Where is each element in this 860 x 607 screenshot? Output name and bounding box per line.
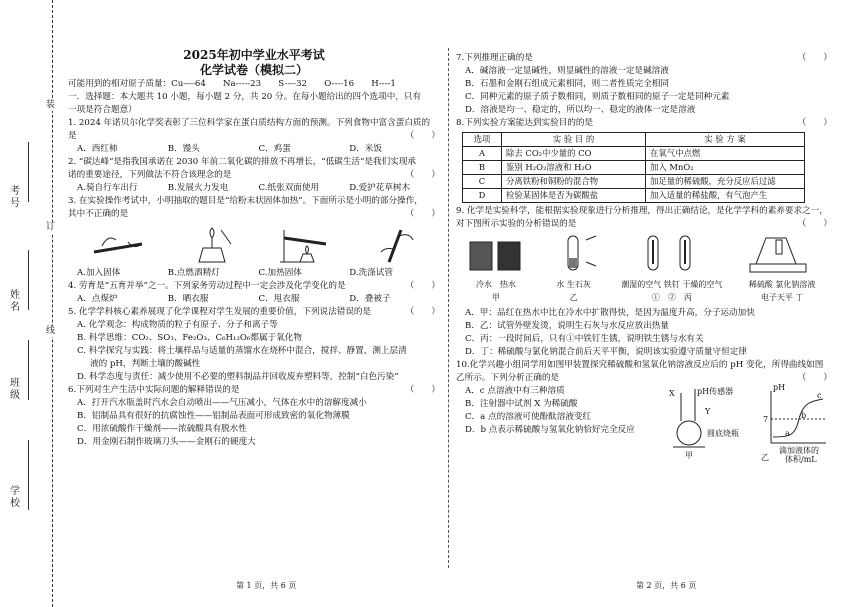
q8-table-header (463, 133, 805, 147)
label-moist-air: 潮湿的空气 (621, 280, 662, 289)
school-blank[interactable] (28, 440, 29, 510)
page-number-left: 第 1 页，共 6 页 (236, 581, 297, 590)
q5-option-c-cont: 液的 pH，判断土壤的酸碱性 (90, 359, 201, 369)
label-flask: 圆底烧瓶 (707, 429, 739, 438)
q8-answer-paren[interactable]: （ ） (797, 118, 832, 128)
label-nail: 铁钉 (663, 280, 680, 289)
q8-cell: 加入 MnO₂ (646, 161, 805, 175)
field-class: 班级 (10, 378, 20, 401)
q7-option-d[interactable]: D．溶液是均一、稳定的，所以均一、稳定的液体一定是溶液 (465, 105, 696, 115)
figure-jia (466, 234, 526, 304)
label-x: X (669, 389, 675, 398)
figure-yi (546, 234, 602, 304)
q6-option-c[interactable]: C．用浓硫酸作干燥剂——浓硫酸具有脱水性 (77, 424, 247, 434)
q2-option-d[interactable]: D.爱护花草树木 (349, 183, 411, 193)
label-point-c: c (817, 391, 822, 400)
q5-option-b[interactable]: B. 科学思维：CO₂、SO₃、Fe₂O₃、C₆H₁₂O₆都属于氧化物 (77, 333, 302, 343)
seal-char-zhuang: 装 (46, 100, 56, 110)
q3-option-c[interactable]: C.加热固体 (258, 268, 302, 278)
q6-answer-paren[interactable]: （ ） (405, 385, 440, 395)
q4-option-b[interactable]: B．晒衣服 (167, 294, 209, 304)
label-hot-water: 热水 (499, 280, 516, 289)
q10-option-d[interactable]: D．b 点表示稀硫酸与氢氧化钠恰好完全反应 (465, 425, 635, 435)
page-number-right: 第 2 页，共 6 页 (636, 581, 697, 590)
q8-row-d[interactable] (463, 189, 805, 203)
question-8 (456, 117, 832, 203)
label-ph-sensor: pH传感器 (697, 387, 734, 396)
q8-cell: 鉴别 H₂O₂溶液和 H₂O (502, 161, 646, 175)
q1-option-d[interactable]: D．米饭 (349, 144, 382, 154)
q9-option-a[interactable]: A．甲：品红在热水中比在冷水中扩散得快，是因为温度升高，分子运动加快 (465, 308, 755, 318)
label-fig-yi: 乙 (761, 453, 769, 462)
q6-option-d[interactable]: D．用金刚石制作玻璃刀头——金刚石的硬度大 (77, 437, 256, 447)
question-2 (68, 156, 440, 195)
q5-stem: 5. 化学学科核心素养展现了化学课程对学生发展的重要价值，下列说法错误的是 (68, 307, 372, 317)
q8-cell: 加入适量的稀盐酸，有气泡产生 (646, 189, 805, 203)
q5-option-a[interactable]: A. 化学观念：构成物质的粒子有原子、分子和离子等 (77, 320, 278, 330)
q8-row-c[interactable] (463, 175, 805, 189)
q9-answer-paren[interactable]: （ ） (797, 219, 832, 229)
exam-subtitle: 化学试卷（模拟二） (199, 63, 308, 77)
q7-option-b[interactable]: B．石墨和金刚石组成元素相同，则二者性质完全相同 (465, 79, 669, 89)
binding-margin (0, 0, 72, 607)
q5-answer-paren[interactable]: （ ） (405, 307, 440, 317)
section1-line1: 一．选择题：本大题共 10 小题，每小题 2 分，共 20 分。在每小题给出的四个选项中，只有 (68, 92, 422, 102)
q9-stem: 9. 化学是实验科学，能根据实验现象进行分析推理，得出正确结论，是化学学科的素养要求之一， (456, 206, 828, 216)
label-nacl: 氯化钠溶液 (775, 280, 816, 289)
label-ding: 丁 (795, 293, 804, 302)
q7-option-a[interactable]: A．碱溶液一定显碱性，则显碱性的溶液一定是碱溶液 (465, 66, 669, 76)
q3-option-d[interactable]: D.洗涤试管 (349, 268, 393, 278)
figure-bing (621, 234, 722, 304)
q2-answer-paren[interactable]: （ ） (405, 170, 440, 180)
label-yi: 乙 (569, 293, 578, 302)
seal-line (52, 0, 53, 607)
q8-col-option: 选项 (463, 133, 502, 147)
q10-answer-paren[interactable]: （ ） (797, 373, 832, 383)
seal-char-xian: 线 (46, 326, 56, 336)
q10-stem: 10.化学兴趣小组同学用如图甲装置探究稀硫酸和氢氧化钠溶液反应后的 pH 变化，所得曲线如图 (456, 360, 824, 370)
section1-line2: 一项是符合题意） (68, 105, 137, 115)
q3-option-a[interactable]: A.加入固体 (77, 268, 121, 278)
question-5 (68, 306, 440, 384)
exam-number-blank[interactable] (28, 142, 29, 202)
q8-col-plan: 实 验 方 案 (646, 133, 805, 147)
label-fig-jia: 甲 (685, 451, 693, 460)
q1-option-a[interactable]: A．西红柿 (77, 144, 118, 154)
label-ph-axis: pH (773, 383, 786, 392)
q1-answer-paren[interactable]: （ ） (405, 131, 440, 141)
quicklime-tube-drawing (546, 234, 602, 274)
class-blank[interactable] (28, 340, 29, 400)
q9-stem2: 对下图所示实验的分析错误的是 (456, 219, 577, 229)
q1-option-b[interactable]: B．馒头 (167, 144, 200, 154)
question-10 (456, 359, 832, 464)
q6-stem: 6.下列对生产生活中实际问题的解释错误的是 (68, 385, 240, 395)
right-column (456, 0, 832, 464)
field-school: 学校 (10, 486, 20, 509)
q5-option-c[interactable]: C. 科学探究与实践：将土壤样品与适量的蒸馏水在烧杯中混合，搅拌、静置，测上层清 (77, 346, 407, 356)
label-cold-water: 冷水 (475, 280, 492, 289)
q1-stem: 1. 2024 年诺贝尔化学奖表彰了三位科学家在蛋白质结构方面的预测。下列食物中富含蛋白质的 (68, 118, 431, 128)
q4-option-c[interactable]: C．甩衣服 (258, 294, 300, 304)
q8-cell: 加足量的稀硫酸，充分反应后过滤 (646, 175, 805, 189)
lighting-lamp-drawing (187, 226, 237, 264)
q8-cell: B (463, 161, 502, 175)
question-4 (68, 280, 440, 306)
q4-option-a[interactable]: A．点煤炉 (77, 294, 118, 304)
field-name: 姓名 (10, 290, 20, 313)
q4-stem: 4. 劳育是“五育并举”之一。下列家务劳动过程中一定会涉及化学变化的是 (68, 281, 346, 291)
question-1 (68, 117, 440, 156)
q10-option-b[interactable]: B．注射器中试剂 X 为稀硫酸 (465, 399, 578, 409)
label-dry-air: 干燥的空气 (682, 280, 723, 289)
exam-title: 2025年初中学业水平考试 (183, 48, 325, 62)
label-tube-2: ② (667, 293, 676, 302)
q8-cell: D (463, 189, 502, 203)
atomic-masses: 可能用到的相对原子质量：Cu----64 Na-----23 S----32 O----16 H----1 (68, 79, 396, 89)
q2-option-b[interactable]: B.发展火力发电 (167, 183, 229, 193)
wash-tube-drawing (371, 226, 421, 264)
rust-tubes-drawing (632, 234, 712, 274)
add-solid-drawing (88, 226, 148, 264)
q10-figures (661, 383, 831, 464)
q6-option-b[interactable]: B．铝制品具有很好的抗腐蚀性——铝制品表面可形成致密的氧化物薄膜 (77, 411, 350, 421)
seal-char-ding: 订 (46, 222, 56, 232)
q9-option-b[interactable]: B．乙：试管外壁发烫，说明生石灰与水反应放出热量 (465, 321, 669, 331)
label-balance: 电子天平 (760, 293, 793, 302)
q9-figures (456, 234, 832, 304)
q10-option-a[interactable]: A．c 点溶液中有三种溶质 (465, 386, 565, 396)
q7-stem: 7.下列推理正确的是 (456, 53, 533, 63)
q8-row-b[interactable] (463, 161, 805, 175)
q9-option-d[interactable]: D．丁：稀硫酸与氯化钠混合前后天平平衡，说明该实验遵守质量守恒定律 (465, 347, 747, 357)
q7-option-c[interactable]: C．同种元素的原子质子数相同，则质子数相同的原子一定是同种元素 (465, 92, 730, 102)
figure-ding (742, 234, 822, 304)
q8-cell: C (463, 175, 502, 189)
q4-answer-paren[interactable]: （ ） (405, 281, 440, 291)
q8-cell: 分离铁粉和铜粉的混合物 (502, 175, 646, 189)
question-3 (68, 195, 440, 280)
label-point-a: a (785, 429, 790, 438)
q8-table (462, 132, 805, 203)
q8-cell: 检验某固体是否为碳酸盐 (502, 189, 646, 203)
q9-option-c[interactable]: C．丙：一段时间后，只有①中铁钉生锈，说明铁生锈与水有关 (465, 334, 704, 344)
balance-drawing (742, 234, 822, 274)
label-ph-7: 7 (763, 415, 769, 424)
q7-answer-paren[interactable]: （ ） (797, 53, 832, 63)
q3-stem: 3. 在实验操作考试中，小明抽取的题目是“给粉末状固体加热”。下面所示是小明的部分操作， (68, 196, 423, 206)
name-blank[interactable] (28, 250, 29, 310)
q2-stem: 2. “碳达峰”是指我国承诺在 2030 年前二氧化碳的排放不再增长，“低碳生活”是我们实现承 (68, 157, 417, 167)
label-quicklime: 生石灰 (566, 280, 591, 289)
label-y: Y (705, 407, 711, 416)
q1-option-c[interactable]: C．鸡蛋 (258, 144, 291, 154)
q8-cell: 除去 CO₂中少量的 CO (502, 147, 646, 161)
q2-option-a[interactable]: A.骑自行车出行 (77, 183, 138, 193)
question-9 (456, 205, 832, 359)
q8-col-goal: 实 验 目 的 (502, 133, 646, 147)
column-divider (448, 48, 449, 568)
label-acid: 稀硫酸 (748, 280, 773, 289)
q4-option-d[interactable]: D．叠被子 (349, 294, 391, 304)
q3-answer-paren[interactable]: （ ） (405, 209, 440, 219)
label-x-axis-1: 滴加液体的 (779, 446, 819, 455)
q10-option-c[interactable]: C．a 点的溶液可使酚酞溶液变红 (465, 412, 592, 422)
beakers-drawing (466, 234, 526, 274)
label-point-b: b (801, 411, 807, 420)
question-6 (68, 384, 440, 449)
q10-stem2: 乙所示。下列分析正确的是 (456, 373, 560, 383)
label-bing: 丙 (683, 293, 692, 302)
q8-cell: 在氧气中点燃 (646, 147, 805, 161)
q8-row-a[interactable] (463, 147, 805, 161)
q3-option-b[interactable]: B.点燃酒精灯 (167, 268, 220, 278)
left-column (68, 0, 440, 449)
q8-stem: 8.下列实验方案能达到实验目的的是 (456, 118, 594, 128)
q8-cell: A (463, 147, 502, 161)
question-7 (456, 52, 832, 117)
label-x-axis-2: 体积/mL (785, 455, 817, 464)
q5-option-d[interactable]: D. 科学态度与责任：减少使用不必要的塑料制品并回收废弃塑料等，控制“白色污染” (77, 372, 399, 382)
field-exam-number: 考号 (10, 186, 20, 209)
label-jia: 甲 (491, 293, 500, 302)
label-tube-1: ① (651, 293, 660, 302)
q6-option-a[interactable]: A．打开汽水瓶盖时汽水会自动喷出——气压减小，气体在水中的溶解度减小 (77, 398, 367, 408)
label-water: 水 (556, 280, 565, 289)
q2-stem2: 诺的重要途径，下列做法不符合该理念的是 (68, 170, 232, 180)
q2-option-c[interactable]: C.纸张双面使用 (258, 183, 320, 193)
q1-stem2: 是 (68, 131, 77, 141)
q3-stem2: 其中不正确的是 (68, 209, 129, 219)
heating-solid-drawing (276, 226, 332, 264)
q3-figures (68, 224, 440, 264)
